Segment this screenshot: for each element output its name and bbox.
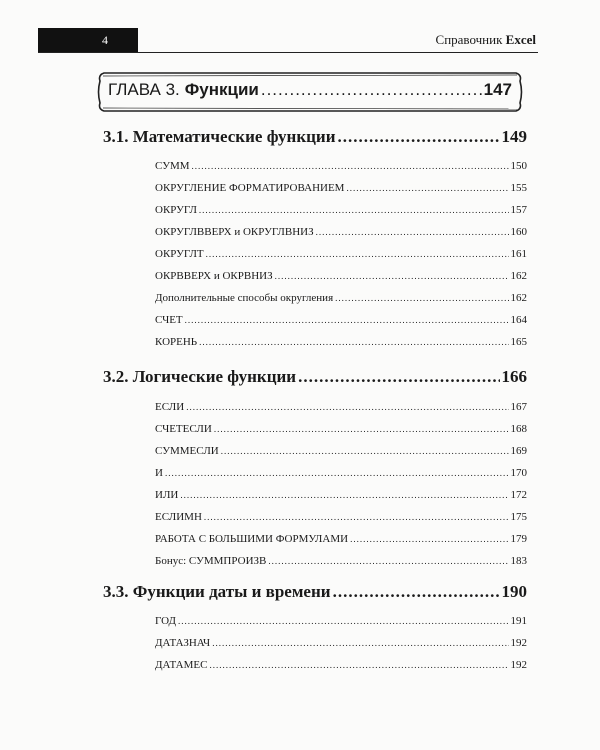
entry-title: ГОД (155, 615, 176, 627)
entry-title: ОКРВВЕРХ и ОКРВНИЗ (155, 270, 273, 282)
entry-page: 168 (510, 423, 527, 435)
page-number: 4 (102, 32, 108, 47)
entry-title: СУММ (155, 160, 190, 172)
entry-title: ЕСЛИ (155, 401, 185, 413)
entry-page: 183 (510, 555, 527, 567)
toc-entry[interactable] (155, 533, 527, 545)
entry-page: 192 (510, 637, 527, 649)
entry-page: 172 (510, 489, 527, 501)
chapter-page: 147 (483, 80, 512, 99)
running-header (38, 28, 538, 53)
toc-entry[interactable] (155, 336, 527, 348)
entry-page: 165 (510, 336, 527, 348)
toc-entry[interactable] (155, 182, 527, 194)
entry-title: ЕСЛИМН (155, 511, 202, 523)
entry-page: 157 (510, 204, 527, 216)
toc-entry[interactable] (155, 637, 527, 649)
entry-title: ДАТАМЕС (155, 659, 208, 671)
entry-title: ИЛИ (155, 489, 179, 501)
entry-title: Бонус: СУММПРОИЗВ (155, 555, 267, 567)
entry-page: 160 (510, 226, 527, 238)
entry-leader (192, 161, 509, 171)
section-title: 3.3. Функции даты и времени (103, 582, 331, 601)
entry-leader (209, 660, 508, 670)
entry-page: 167 (510, 401, 527, 413)
entry-leader (346, 183, 508, 193)
entry-leader (316, 227, 509, 237)
entry-title: ДАТАЗНАЧ (155, 637, 211, 649)
toc-entry[interactable] (155, 204, 527, 216)
entry-title: И (155, 467, 163, 479)
book-title (436, 32, 536, 48)
section-page: 190 (501, 582, 527, 601)
entry-page: 179 (510, 533, 527, 545)
chapter-label: ГЛАВА 3. (108, 80, 180, 99)
section-page: 166 (501, 367, 527, 386)
entry-page: 162 (510, 270, 527, 282)
entry-leader (178, 616, 509, 626)
entry-title: ОКРУГЛТ (155, 248, 204, 260)
entry-leader (212, 638, 508, 648)
entry-leader (268, 556, 508, 566)
page-number-box (38, 28, 138, 52)
entry-leader (335, 293, 508, 303)
entry-page: 164 (510, 314, 527, 326)
chapter-leader (261, 80, 482, 100)
toc-entry[interactable] (155, 511, 527, 523)
toc-entry[interactable] (155, 160, 527, 172)
entry-title: ОКРУГЛЕНИЕ ФОРМАТИРОВАНИЕМ (155, 182, 345, 194)
entry-page: 175 (510, 511, 527, 523)
chapter-heading[interactable] (94, 69, 526, 115)
entry-title: СЧЕТ (155, 314, 183, 326)
chapter-row (108, 80, 512, 100)
toc-entry[interactable] (155, 615, 527, 627)
entry-title: КОРЕНЬ (155, 336, 198, 348)
toc-entry[interactable] (155, 270, 527, 282)
entry-page: 155 (510, 182, 527, 194)
entry-leader (204, 512, 509, 522)
entry-leader (165, 468, 509, 478)
toc-entry[interactable] (155, 555, 527, 567)
entry-leader (180, 490, 508, 500)
book-title-bold: Excel (505, 32, 536, 47)
entry-title: РАБОТА С БОЛЬШИМИ ФОРМУЛАМИ (155, 533, 349, 545)
entry-leader (214, 424, 509, 434)
entry-page: 192 (510, 659, 527, 671)
entry-leader (221, 446, 509, 456)
toc-section[interactable] (103, 582, 527, 602)
section-leader (333, 582, 500, 602)
entry-title: ОКРУГЛВВЕРХ и ОКРУГЛВНИЗ (155, 226, 314, 238)
book-title-prefix: Справочник (435, 32, 503, 47)
entry-leader (350, 534, 508, 544)
entry-leader (206, 249, 509, 259)
toc-section[interactable] (103, 367, 527, 387)
entry-leader (199, 205, 509, 215)
entry-leader (185, 315, 509, 325)
entry-page: 170 (510, 467, 527, 479)
section-leader (298, 367, 499, 387)
entry-title: СЧЕТЕСЛИ (155, 423, 212, 435)
entry-leader (275, 271, 509, 281)
chapter-title: Функции (184, 80, 259, 99)
entry-leader (186, 402, 508, 412)
entry-title: Дополнительные способы округления (155, 292, 334, 304)
toc-entry[interactable] (155, 292, 527, 304)
toc-entry[interactable] (155, 226, 527, 238)
entry-page: 191 (510, 615, 527, 627)
entry-page: 162 (510, 292, 527, 304)
entry-page: 169 (510, 445, 527, 457)
toc-entry[interactable] (155, 248, 527, 260)
section-title: 3.1. Математические функции (103, 127, 336, 146)
toc-entry[interactable] (155, 445, 527, 457)
toc-entry[interactable] (155, 489, 527, 501)
section-page: 149 (501, 127, 527, 146)
toc-entry[interactable] (155, 314, 527, 326)
entry-title: СУММЕСЛИ (155, 445, 219, 457)
toc-entry[interactable] (155, 401, 527, 413)
entry-title: ОКРУГЛ (155, 204, 197, 216)
toc-section[interactable] (103, 127, 527, 147)
section-title: 3.2. Логические функции (103, 367, 297, 386)
entry-page: 161 (510, 248, 527, 260)
toc-entry[interactable] (155, 659, 527, 671)
entry-leader (199, 337, 508, 347)
toc-entry[interactable] (155, 423, 527, 435)
section-leader (338, 127, 500, 147)
entry-page: 150 (510, 160, 527, 172)
toc-entry[interactable] (155, 467, 527, 479)
